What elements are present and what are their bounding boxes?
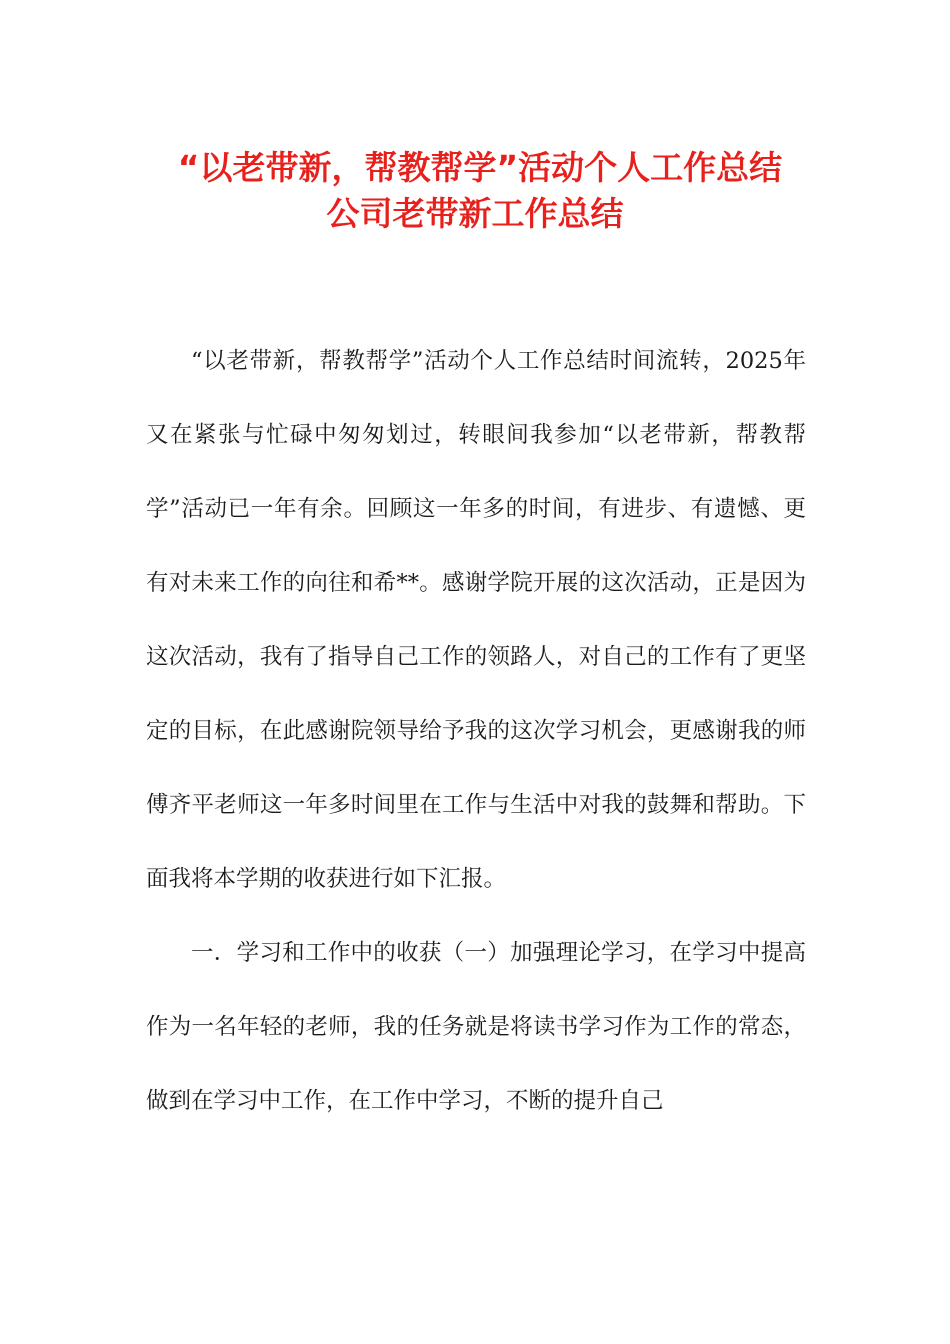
- document-body: [146, 324, 806, 1138]
- document-title: [0, 145, 950, 237]
- paragraph-intro: “以老带新，帮教帮学”活动个人工作总结时间流转，2025年又在紧张与忙碌中匆匆划过，转眼间我参加“以老带新，帮教帮学”活动已一年有余。回顾这一年多的时间，有进步、有遗憾、更有对未来工作的向往和希**。感谢学院开展的这次活动，正是因为这次活动，我有了指导自己工作的领路人，对自己的工作有了更坚定的目标，在此感谢院领导给予我的这次学习机会，更感谢我的师傅齐平老师这一年多时间里在工作与生活中对我的鼓舞和帮助。下面我将本学期的收获进行如下汇报。: [146, 348, 806, 892]
- title-line-1: “以老带新，帮教帮学”活动个人工作总结: [177, 148, 783, 187]
- paragraph-section-1: 一．学习和工作中的收获（一）加强理论学习，在学习中提高作为一名年轻的老师，我的任务就是将读书学习作为工作的常态，做到在学习中工作，在工作中学习，不断的提升自己: [146, 940, 806, 1114]
- title-line-2: 公司老带新工作总结: [326, 194, 624, 233]
